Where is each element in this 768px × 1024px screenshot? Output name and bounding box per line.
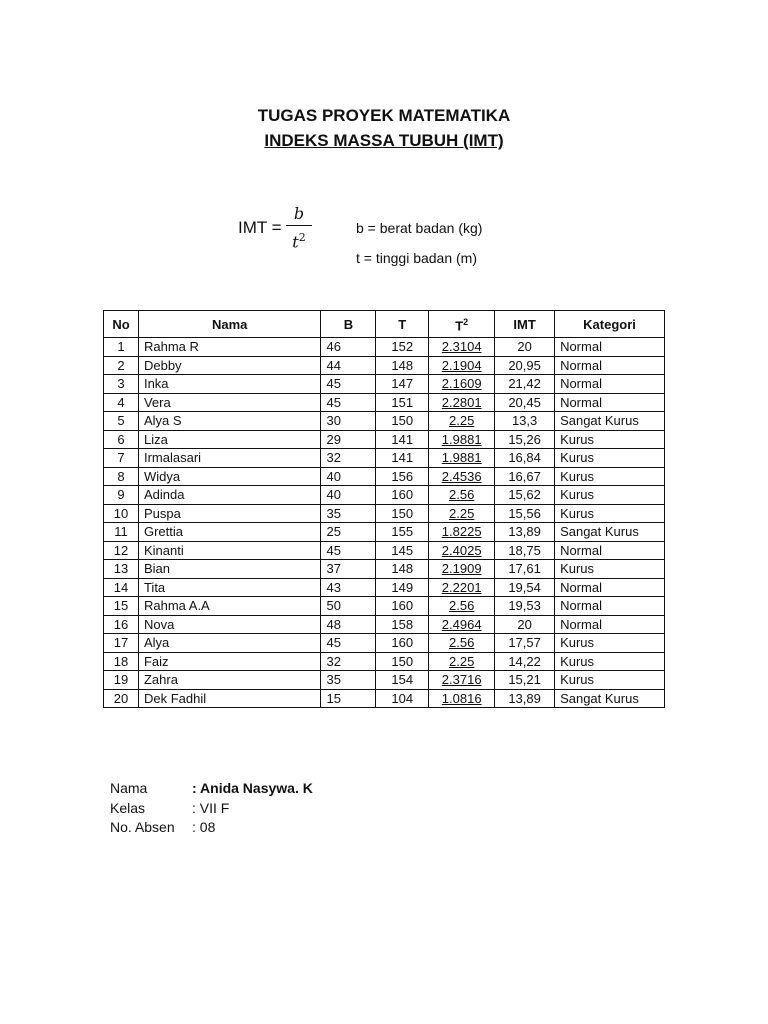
formula-exponent: 2	[298, 231, 306, 244]
cell-t2: 2.2201	[429, 578, 495, 597]
kelas-value: : VII F	[192, 799, 230, 816]
cell-kategori: Sangat Kurus	[555, 412, 665, 431]
cell-imt: 15,26	[495, 430, 555, 449]
cell-kategori: Normal	[555, 541, 665, 560]
cell-nama: Grettia	[138, 523, 321, 542]
cell-imt: 17,61	[495, 560, 555, 579]
cell-t2: 2.25	[429, 504, 495, 523]
cell-kategori: Kurus	[555, 449, 665, 468]
nama-label: Nama	[110, 780, 148, 796]
header-t2	[429, 311, 495, 338]
cell-nama: Vera	[138, 393, 321, 412]
table-body	[104, 338, 665, 708]
cell-no: 16	[104, 615, 139, 634]
cell-imt: 15,62	[495, 486, 555, 505]
cell-t: 141	[376, 430, 429, 449]
imt-table	[103, 310, 665, 708]
cell-kategori: Kurus	[555, 486, 665, 505]
cell-nama: Inka	[138, 375, 321, 394]
cell-kategori: Kurus	[555, 430, 665, 449]
table-row	[104, 504, 665, 523]
cell-kategori: Kurus	[555, 652, 665, 671]
cell-nama: Irmalasari	[138, 449, 321, 468]
cell-b: 50	[321, 597, 376, 616]
cell-t2: 1.9881	[429, 430, 495, 449]
table-row	[104, 356, 665, 375]
cell-nama: Tita	[138, 578, 321, 597]
cell-b: 43	[321, 578, 376, 597]
header-t: T	[376, 311, 429, 338]
table-row	[104, 412, 665, 431]
student-info	[110, 780, 410, 839]
cell-t2: 2.3716	[429, 671, 495, 690]
cell-nama: Kinanti	[138, 541, 321, 560]
cell-t2: 2.56	[429, 597, 495, 616]
cell-t2: 2.4536	[429, 467, 495, 486]
cell-kategori: Kurus	[555, 560, 665, 579]
cell-kategori: Normal	[555, 615, 665, 634]
cell-t: 156	[376, 467, 429, 486]
cell-t: 149	[376, 578, 429, 597]
cell-t: 160	[376, 486, 429, 505]
cell-imt: 16,67	[495, 467, 555, 486]
cell-kategori: Kurus	[555, 634, 665, 653]
table-row	[104, 430, 665, 449]
cell-imt: 13,89	[495, 523, 555, 542]
cell-imt: 19,53	[495, 597, 555, 616]
cell-imt: 20,95	[495, 356, 555, 375]
cell-t2: 2.4964	[429, 615, 495, 634]
absen-row	[110, 819, 410, 839]
cell-t2: 2.25	[429, 652, 495, 671]
cell-no: 10	[104, 504, 139, 523]
cell-no: 19	[104, 671, 139, 690]
cell-t: 155	[376, 523, 429, 542]
cell-no: 14	[104, 578, 139, 597]
document-title: TUGAS PROYEK MATEMATIKA	[257, 106, 511, 125]
cell-b: 30	[321, 412, 376, 431]
cell-imt: 17,57	[495, 634, 555, 653]
formula-fraction	[286, 204, 312, 252]
table-row	[104, 338, 665, 357]
cell-imt: 20	[495, 338, 555, 357]
cell-imt: 20	[495, 615, 555, 634]
cell-nama: Alya S	[138, 412, 321, 431]
cell-t: 154	[376, 671, 429, 690]
cell-imt: 16,84	[495, 449, 555, 468]
cell-kategori: Kurus	[555, 671, 665, 690]
cell-t: 104	[376, 689, 429, 708]
nama-row	[110, 780, 410, 800]
cell-t2: 2.3104	[429, 338, 495, 357]
table-row	[104, 634, 665, 653]
table-row	[104, 652, 665, 671]
cell-t2: 2.25	[429, 412, 495, 431]
cell-no: 7	[104, 449, 139, 468]
cell-nama: Widya	[138, 467, 321, 486]
cell-imt: 20,45	[495, 393, 555, 412]
cell-t: 150	[376, 412, 429, 431]
table-row	[104, 597, 665, 616]
document-subtitle: INDEKS MASSA TUBUH (IMT)	[264, 131, 504, 150]
cell-no: 6	[104, 430, 139, 449]
table-row	[104, 393, 665, 412]
cell-no: 5	[104, 412, 139, 431]
cell-imt: 19,54	[495, 578, 555, 597]
cell-t: 151	[376, 393, 429, 412]
table-row	[104, 449, 665, 468]
formula-denominator-wrap	[286, 228, 312, 252]
cell-t2: 2.2801	[429, 393, 495, 412]
cell-b: 40	[321, 486, 376, 505]
cell-t: 148	[376, 560, 429, 579]
cell-kategori: Kurus	[555, 467, 665, 486]
cell-kategori: Kurus	[555, 504, 665, 523]
table-row	[104, 578, 665, 597]
legend-b: b = berat badan (kg)	[356, 220, 483, 236]
cell-b: 25	[321, 523, 376, 542]
header-imt: IMT	[495, 311, 555, 338]
cell-b: 45	[321, 393, 376, 412]
cell-b: 35	[321, 504, 376, 523]
cell-b: 48	[321, 615, 376, 634]
cell-no: 4	[104, 393, 139, 412]
cell-nama: Puspa	[138, 504, 321, 523]
cell-no: 15	[104, 597, 139, 616]
cell-nama: Rahma R	[138, 338, 321, 357]
cell-t2: 2.4025	[429, 541, 495, 560]
cell-b: 46	[321, 338, 376, 357]
cell-imt: 18,75	[495, 541, 555, 560]
cell-kategori: Sangat Kurus	[555, 689, 665, 708]
table-row	[104, 523, 665, 542]
cell-t2: 2.1904	[429, 356, 495, 375]
cell-b: 45	[321, 541, 376, 560]
cell-imt: 21,42	[495, 375, 555, 394]
cell-t: 150	[376, 504, 429, 523]
cell-nama: Zahra	[138, 671, 321, 690]
cell-nama: Alya	[138, 634, 321, 653]
formula-lhs: IMT =	[238, 218, 282, 237]
kelas-label: Kelas	[110, 799, 146, 816]
header-t2-base: T	[455, 318, 464, 334]
cell-nama: Debby	[138, 356, 321, 375]
cell-b: 15	[321, 689, 376, 708]
cell-b: 45	[321, 634, 376, 653]
cell-kategori: Normal	[555, 578, 665, 597]
cell-imt: 13,89	[495, 689, 555, 708]
cell-t2: 1.8225	[429, 523, 495, 542]
cell-no: 20	[104, 689, 139, 708]
cell-t: 158	[376, 615, 429, 634]
cell-b: 40	[321, 467, 376, 486]
table-row	[104, 671, 665, 690]
cell-b: 44	[321, 356, 376, 375]
cell-imt: 14,22	[495, 652, 555, 671]
fraction-bar	[286, 225, 312, 226]
cell-no: 11	[104, 523, 139, 542]
header-no: No	[104, 311, 139, 338]
header-b: B	[321, 311, 376, 338]
cell-t: 148	[376, 356, 429, 375]
nama-value: : Anida Nasywa. K	[192, 780, 313, 796]
cell-kategori: Sangat Kurus	[555, 523, 665, 542]
cell-no: 3	[104, 375, 139, 394]
cell-b: 32	[321, 652, 376, 671]
cell-kategori: Normal	[555, 338, 665, 357]
cell-b: 45	[321, 375, 376, 394]
cell-imt: 15,21	[495, 671, 555, 690]
cell-t: 150	[376, 652, 429, 671]
cell-t2: 2.56	[429, 634, 495, 653]
table-row	[104, 689, 665, 708]
absen-label: No. Absen	[110, 819, 175, 835]
cell-t: 147	[376, 375, 429, 394]
header-kategori: Kategori	[555, 311, 665, 338]
cell-no: 8	[104, 467, 139, 486]
table-header-row	[104, 311, 665, 338]
cell-b: 32	[321, 449, 376, 468]
table-row	[104, 467, 665, 486]
formula-numerator: b	[293, 204, 305, 223]
kelas-row	[110, 800, 410, 820]
cell-t: 145	[376, 541, 429, 560]
cell-kategori: Normal	[555, 375, 665, 394]
cell-no: 13	[104, 560, 139, 579]
cell-b: 29	[321, 430, 376, 449]
legend-t: t = tinggi badan (m)	[356, 250, 478, 266]
cell-t2: 2.56	[429, 486, 495, 505]
cell-t: 160	[376, 634, 429, 653]
table-row	[104, 615, 665, 634]
cell-nama: Rahma A.A	[138, 597, 321, 616]
cell-no: 17	[104, 634, 139, 653]
cell-imt: 15,56	[495, 504, 555, 523]
cell-nama: Dek Fadhil	[138, 689, 321, 708]
cell-nama: Adinda	[138, 486, 321, 505]
cell-no: 9	[104, 486, 139, 505]
header-nama: Nama	[138, 311, 321, 338]
cell-imt: 13,3	[495, 412, 555, 431]
cell-no: 2	[104, 356, 139, 375]
cell-nama: Liza	[138, 430, 321, 449]
cell-kategori: Normal	[555, 597, 665, 616]
cell-no: 1	[104, 338, 139, 357]
table-row	[104, 541, 665, 560]
cell-t: 152	[376, 338, 429, 357]
cell-kategori: Normal	[555, 356, 665, 375]
cell-t2: 2.1909	[429, 560, 495, 579]
table-row	[104, 486, 665, 505]
cell-t2: 2.1609	[429, 375, 495, 394]
cell-t: 160	[376, 597, 429, 616]
cell-t: 141	[376, 449, 429, 468]
header-t2-exp: 2	[463, 316, 469, 327]
cell-nama: Nova	[138, 615, 321, 634]
cell-nama: Faiz	[138, 652, 321, 671]
cell-no: 12	[104, 541, 139, 560]
cell-b: 37	[321, 560, 376, 579]
cell-t2: 1.9881	[429, 449, 495, 468]
cell-t2: 1.0816	[429, 689, 495, 708]
table-row	[104, 375, 665, 394]
formula-denominator: t	[292, 232, 299, 252]
absen-value: : 08	[192, 819, 216, 835]
cell-b: 35	[321, 671, 376, 690]
table-row	[104, 560, 665, 579]
cell-no: 18	[104, 652, 139, 671]
cell-nama: Bian	[138, 560, 321, 579]
cell-kategori: Normal	[555, 393, 665, 412]
